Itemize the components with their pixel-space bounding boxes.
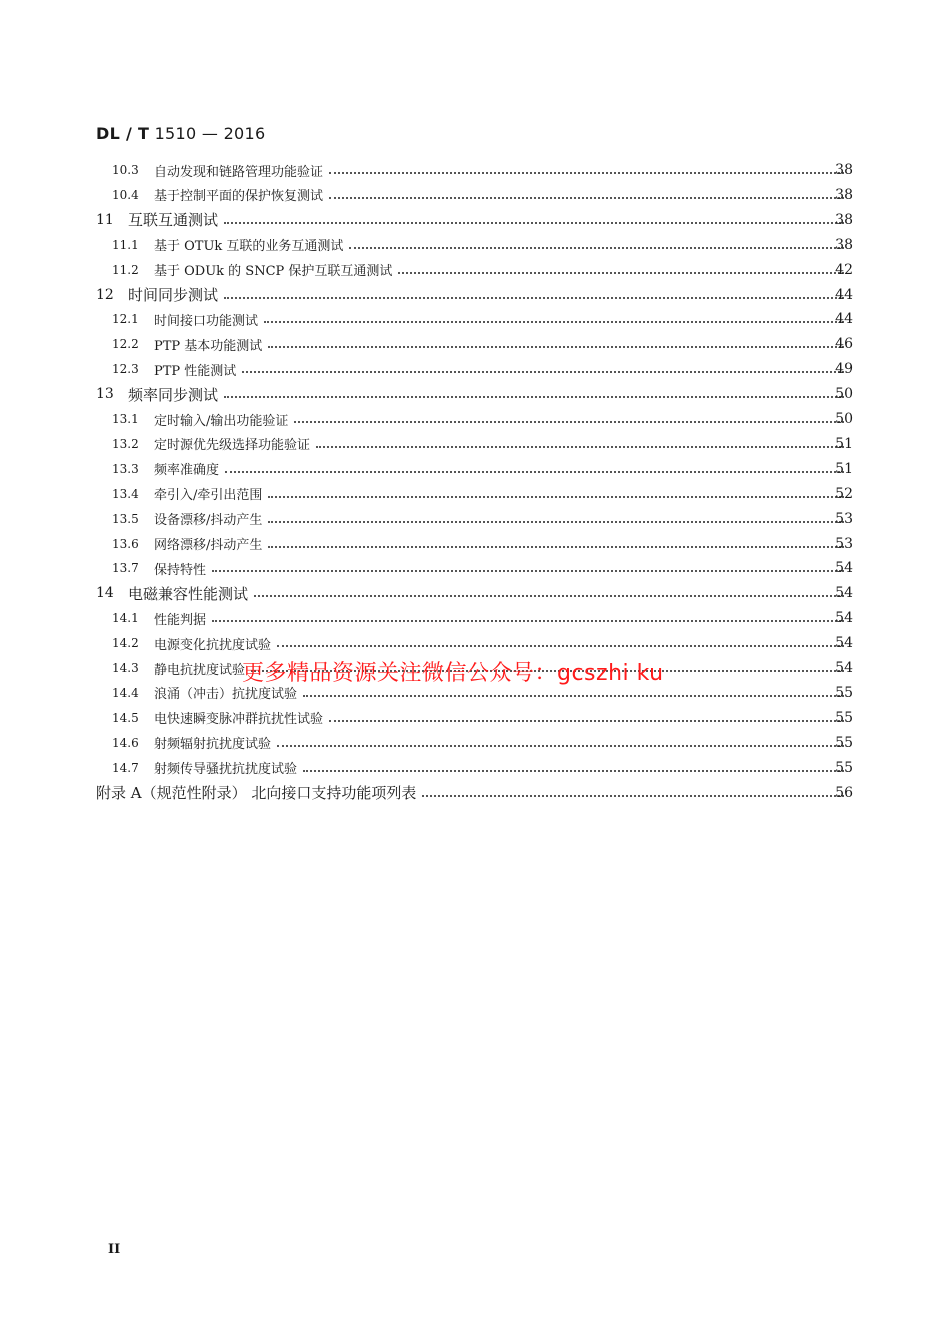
toc-entry-page: 54 <box>835 635 853 652</box>
toc-entry-page: 46 <box>835 336 853 353</box>
toc-entry-title: 浪涌（冲击）抗扰度试验 <box>154 687 298 703</box>
toc-dot-leader <box>242 347 844 373</box>
toc-dot-leader <box>224 372 844 398</box>
toc-entry-page: 54 <box>835 660 853 676</box>
toc-entry-page: 54 <box>835 610 853 627</box>
toc-entry-page: 53 <box>835 510 853 527</box>
toc-entry-title: 网络漂移/抖动产生 <box>154 538 263 553</box>
toc-dot-leader <box>329 696 844 722</box>
toc-dot-leader <box>268 497 844 523</box>
toc-entry-number: 14.3 <box>112 661 139 675</box>
toc-entry-title: 射频辐射抗扰度试验 <box>154 737 272 753</box>
toc-entry-number: 13.7 <box>112 561 139 576</box>
toc-entry-number: 14.1 <box>112 611 139 626</box>
toc-entry-page: 55 <box>835 684 853 701</box>
toc-entry-page: 38 <box>835 186 853 203</box>
toc-entry-title: 频率准确度 <box>154 463 220 479</box>
toc-dot-leader <box>349 223 844 249</box>
toc-dot-leader <box>277 721 844 747</box>
toc-dot-leader <box>264 297 844 323</box>
toc-entry-number: 11.2 <box>112 262 139 277</box>
toc-entry-title: 时间同步测试 <box>128 286 219 304</box>
toc-entry-number: 13.3 <box>112 461 139 476</box>
page-number: II <box>108 1242 121 1257</box>
toc-entry-page: 42 <box>835 261 853 278</box>
standard-code: DL / T <box>96 124 150 143</box>
toc-entry-page: 55 <box>835 759 853 776</box>
toc-entry-title: 基于 ODUk 的 SNCP 保护互联互通测试 <box>154 264 393 280</box>
toc-entry-page: 50 <box>835 411 853 427</box>
toc-entry-title: 牵引入/牵引出范围 <box>154 488 263 504</box>
toc-dot-leader <box>225 447 844 473</box>
toc-entry-title: 频率同步测试 <box>128 385 219 404</box>
toc-entry-title: 保持特性 <box>154 562 207 578</box>
toc-entry-page: 55 <box>835 709 853 726</box>
toc-entry-page: 56 <box>835 784 853 801</box>
toc-entry-number: 12.1 <box>112 312 139 327</box>
toc-dot-leader <box>254 571 844 597</box>
toc-entry-title: 静电抗扰度试验 <box>154 662 246 678</box>
toc-entry-page: 49 <box>835 361 853 378</box>
toc-entry-number: 12.3 <box>112 362 139 377</box>
toc-entry-number: 11 <box>96 211 114 228</box>
toc-entry-page: 38 <box>835 236 853 253</box>
toc-entry-title: PTP 性能测试 <box>154 363 237 379</box>
toc-entry-title: PTP 基本功能测试 <box>154 338 263 354</box>
toc-entry-number: 14.2 <box>112 636 139 651</box>
toc-entry-number: 12 <box>96 286 114 303</box>
toc-entry-page: 38 <box>835 211 853 228</box>
toc-entry-title: 电快速瞬变脉冲群抗扰性试验 <box>154 712 324 728</box>
toc-entry-title: 基于 OTUk 互联的业务互通测试 <box>154 239 344 255</box>
toc-entry-number: 14.4 <box>112 685 139 700</box>
toc-dot-leader <box>268 522 844 548</box>
document-header <box>96 124 266 143</box>
toc-dot-leader <box>277 621 844 647</box>
toc-entry-number: 14.6 <box>112 735 139 750</box>
toc-entry-number: 14.7 <box>112 760 139 775</box>
standard-number: 1510 — 2016 <box>154 124 266 143</box>
toc-entry-page: 53 <box>835 535 853 552</box>
toc-entry-number: 10.3 <box>112 163 139 177</box>
toc-entry-number: 13.4 <box>112 486 139 501</box>
toc-entry-number: 14.5 <box>112 710 139 725</box>
toc-entry-number: 12.2 <box>112 337 139 352</box>
toc-entry-number: 13.1 <box>112 412 139 426</box>
toc-dot-leader <box>268 322 844 348</box>
toc-entry-page: 50 <box>835 386 853 403</box>
toc-dot-leader <box>316 422 844 448</box>
toc-entry-title: 射频传导骚扰抗扰度试验 <box>154 762 298 778</box>
toc-dot-leader <box>224 198 844 224</box>
toc-entry-number: 13.6 <box>112 536 139 551</box>
toc-entry-title: 电磁兼容性能测试 <box>128 584 249 603</box>
toc-entry-number: 10.4 <box>112 187 139 202</box>
toc-entry-number: 13.5 <box>112 511 139 526</box>
watermark-text: 更多精品资源关注微信公众号：gcszhi ku <box>242 661 664 686</box>
toc-entry-title: 时间接口功能测试 <box>154 313 259 329</box>
toc-entry-title: 定时源优先级选择功能验证 <box>154 438 311 454</box>
toc-entry-page: 51 <box>835 460 853 477</box>
toc-dot-leader <box>224 273 844 299</box>
toc-dot-leader <box>329 148 844 174</box>
toc-entry-number: 13.2 <box>112 436 139 451</box>
toc-entry-page: 54 <box>835 560 853 577</box>
toc-entry-page: 44 <box>835 286 853 303</box>
toc-entry-title: 基于控制平面的保护恢复测试 <box>154 189 324 205</box>
toc-entry-title: 互联互通测试 <box>128 211 219 230</box>
toc-entry-number: 11.1 <box>112 237 139 252</box>
toc-dot-leader <box>329 173 844 199</box>
toc-dot-leader <box>212 546 844 572</box>
toc-entry-number: 14 <box>96 585 114 602</box>
toc-entry-page: 54 <box>835 585 853 602</box>
toc-entry-number: 13 <box>96 386 114 403</box>
toc-entry-title: 设备漂移/抖动产生 <box>154 513 263 529</box>
toc-entry-page: 38 <box>835 162 853 178</box>
toc-entry-title: 自动发现和链路管理功能验证 <box>154 164 324 180</box>
toc-dot-leader <box>294 397 844 423</box>
toc-entry-title: 定时输入/输出功能验证 <box>154 413 289 429</box>
toc-entry-page: 52 <box>835 485 853 502</box>
toc-entry-page: 44 <box>835 311 853 328</box>
toc-entry-title: 附录 A（规范性附录） 北向接口支持功能项列表 <box>96 784 417 802</box>
toc-dot-leader <box>422 771 844 797</box>
toc-dot-leader <box>398 248 844 274</box>
toc-entry-title: 电源变化抗扰度试验 <box>154 637 272 653</box>
toc-entry-page: 51 <box>835 435 853 452</box>
toc-entry-title: 性能判据 <box>154 612 207 628</box>
toc-entry-page: 55 <box>835 734 853 751</box>
toc-dot-leader <box>303 746 844 772</box>
toc-dot-leader <box>212 596 844 622</box>
toc-dot-leader <box>268 472 844 498</box>
toc-entry[interactable] <box>0 781 950 805</box>
